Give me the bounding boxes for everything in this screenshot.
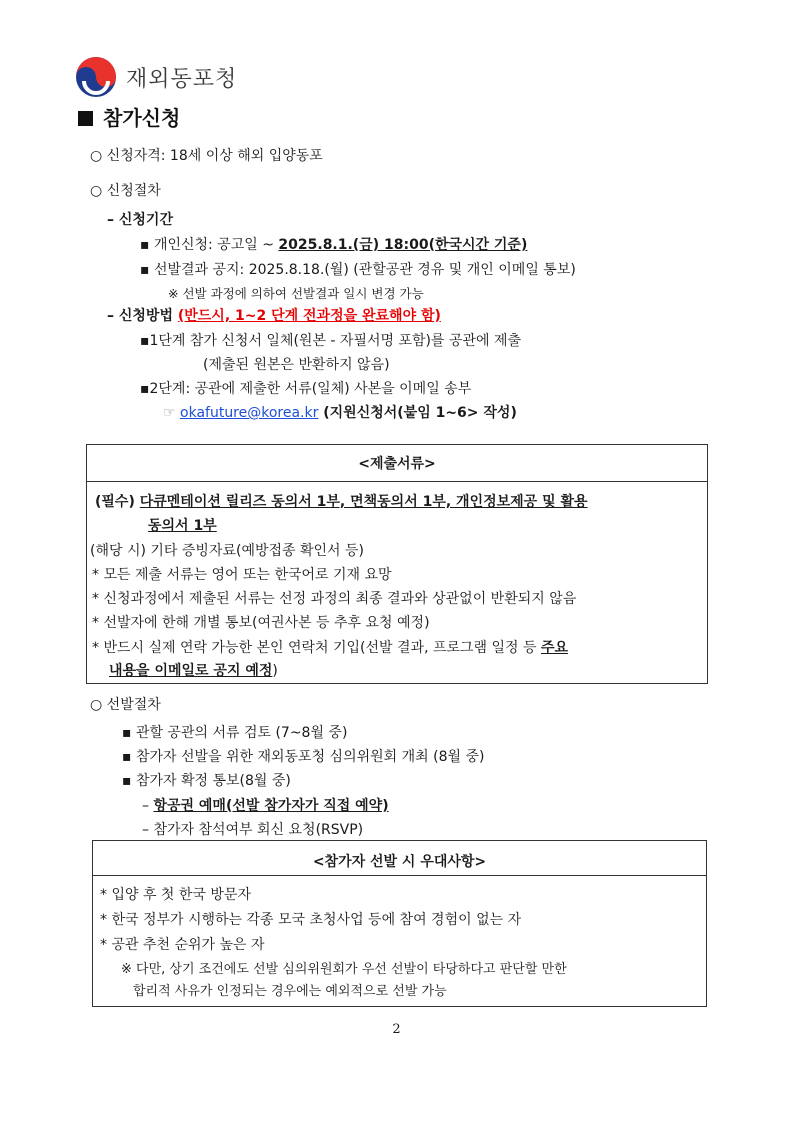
required-docs-line (95, 491, 588, 511)
selection-item-review: ▪ 관할 공관의 서류 검토 (7~8월 중) (122, 725, 348, 741)
docs-note-contact-emphasis-b: 내용을 이메일로 공지 예정 (109, 663, 273, 679)
preference-item-no-experience: * 한국 정부가 시행하는 각종 모국 초청사업 등에 참여 경험이 없는 자 (100, 912, 522, 928)
section-title (78, 102, 180, 131)
procedure-heading: ○ 신청절차 (90, 183, 161, 199)
selection-sub-flight (142, 795, 389, 815)
selection-item-confirmation: ▪ 참가자 확정 통보(8월 중) (122, 773, 291, 789)
preference-item-recommendation: * 공관 추천 순위가 높은 자 (100, 937, 265, 953)
pointing-hand-icon: ☞ (163, 405, 181, 421)
personal-application-label: ▪ 개인신청: 공고일 ~ (140, 237, 279, 253)
selection-heading: ○ 선발절차 (90, 697, 161, 713)
step1-line: ▪1단계 참가 신청서 일체(원본 - 자필서명 포함)를 공관에 제출 (140, 333, 522, 349)
box-divider (93, 875, 706, 876)
required-label: (필수) (95, 494, 140, 510)
step1-note: (제출된 원본은 반환하지 않음) (203, 357, 390, 373)
required-docs: 다큐멘테이션 릴리즈 동의서 1부, 면책동의서 1부, 개인정보제공 및 활용 (139, 494, 588, 510)
documents-box (86, 444, 708, 684)
dash-bullet: – (142, 798, 154, 814)
method-heading: – 신청방법 (107, 308, 178, 324)
application-form-note: (지원신청서(붙임 1~6> 작성) (318, 405, 517, 421)
selection-sub-rsvp: – 참가자 참석여부 회신 요청(RSVP) (142, 822, 364, 838)
preference-item-first-visit: * 입양 후 첫 한국 방문자 (100, 887, 251, 903)
selection-item-committee: ▪ 참가자 선발을 위한 재외동포청 심의위원회 개최 (8월 중) (122, 749, 485, 765)
application-deadline: 2025.8.1.(금) 18:00(한국시간 기준) (278, 237, 528, 253)
result-note: ※ 선발 과정에 의하여 선발결과 일시 변경 가능 (168, 286, 424, 301)
method-emphasis: (반드시, 1~2 단계 전과정을 완료해야 함) (177, 308, 441, 324)
eligibility-line: ○ 신청자격: 18세 이상 해외 입양동포 (90, 148, 323, 164)
docs-note-contact-suffix: ) (272, 663, 278, 679)
government-emblem-icon (74, 55, 118, 99)
box-divider (87, 481, 707, 482)
period-heading: – 신청기간 (107, 212, 173, 228)
preference-exception-note: ※ 다만, 상기 조건에도 선발 심의위원회가 우선 선발이 타당하다고 판단할 만한 (121, 962, 567, 977)
docs-note-language: * 모든 제출 서류는 영어 또는 한국어로 기재 요망 (92, 567, 392, 583)
org-logo (74, 55, 237, 99)
personal-application-line (140, 234, 527, 254)
preference-box-title: <참가자 선발 시 우대사항> (312, 854, 487, 870)
preference-exception-note-cont: 합리적 사유가 인정되는 경우에는 예외적으로 선발 가능 (133, 984, 447, 999)
preference-box (92, 840, 707, 1007)
optional-docs: (해당 시) 기타 증빙자료(예방접종 확인서 등) (90, 543, 365, 559)
docs-note-contact-cont (109, 660, 278, 680)
step2-line: ▪2단계: 공관에 제출한 서류(일체) 사본을 이메일 송부 (140, 381, 472, 397)
result-notice-line: ▪ 선발결과 공지: 2025.8.18.(월) (관할공관 경유 및 개인 이메일 통보) (140, 262, 576, 278)
section-title-text: 참가신청 (103, 106, 181, 130)
docs-note-no-return: * 신청과정에서 제출된 서류는 선정 과정의 최종 결과와 상관없이 반환되지 않음 (92, 591, 577, 607)
docs-note-contact-emphasis-a: 주요 (541, 640, 569, 656)
documents-box-title: <제출서류> (358, 456, 436, 472)
email-link[interactable]: okafuture@korea.kr (180, 405, 319, 421)
docs-note-contact-text: * 반드시 실제 연락 가능한 본인 연락처 기입(선발 결과, 프로그램 일정 등 (92, 640, 541, 656)
square-bullet-icon (78, 111, 93, 126)
step2-email-line (163, 402, 517, 422)
flight-booking-note: 항공권 예매(선발 참가자가 직접 예약) (153, 798, 389, 814)
required-docs-cont: 동의서 1부 (148, 518, 217, 534)
page-number: 2 (392, 1022, 401, 1037)
docs-note-notification: * 선발자에 한해 개별 통보(여권사본 등 추후 요청 예정) (92, 615, 430, 631)
docs-note-contact (92, 637, 568, 657)
org-name: 재외동포청 (126, 66, 238, 92)
method-heading-line (107, 305, 441, 325)
